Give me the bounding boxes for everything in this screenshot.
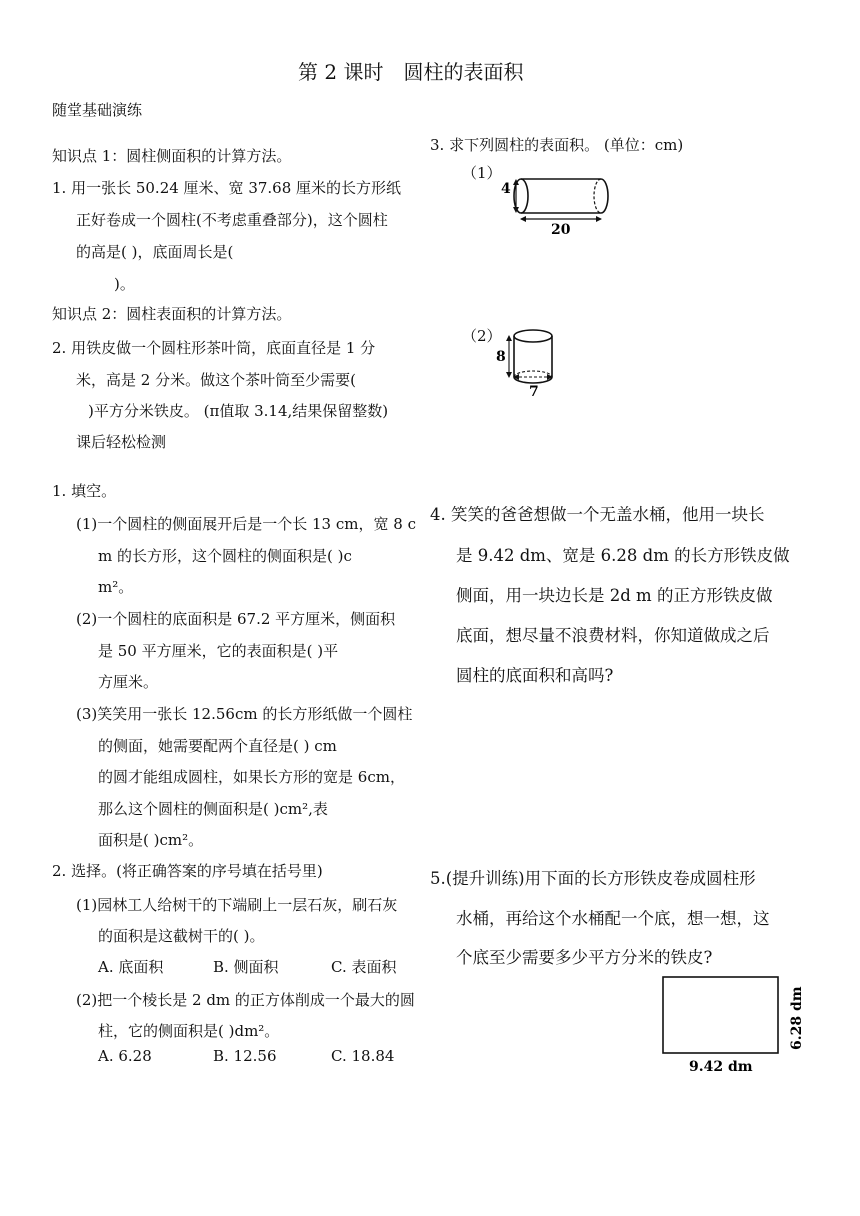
section-basic-heading: 随堂基础演练 bbox=[52, 101, 143, 119]
fill-p1-line-3: m²。 bbox=[98, 578, 134, 596]
fig2-height-label: 8 bbox=[496, 349, 506, 365]
fig2-diameter-label: 7 bbox=[529, 384, 539, 400]
choice-p1-line-1: (1)园林工人给树干的下端刷上一层石灰，刷石灰 bbox=[76, 896, 398, 914]
choice-p1-line-2: 的面积是这截树干的( )。 bbox=[98, 927, 265, 945]
arrowhead-down bbox=[506, 372, 512, 378]
q3-heading: 3. 求下列圆柱的表面积。 (单位：cm) bbox=[430, 136, 684, 154]
arrowhead-left bbox=[520, 216, 526, 222]
q2-line-3: )平方分米铁皮。 (π值取 3.14,结果保留整数) bbox=[88, 402, 389, 420]
choice-p2-option-a: A. 6.28 bbox=[98, 1047, 152, 1065]
height-label: 6.28 dm bbox=[789, 986, 805, 1050]
fill-p2-line-2: 是 50 平方厘米，它的表面积是( )平 bbox=[98, 642, 339, 660]
q4-line-3: 侧面，用一块边长是 2d m 的正方形铁皮做 bbox=[456, 586, 773, 605]
fill-p1-line-2: m 的长方形，这个圆柱的侧面积是( )c bbox=[98, 547, 352, 565]
rectangle-sheet-figure bbox=[655, 970, 815, 1080]
choice-p1-option-b: B. 侧面积 bbox=[213, 958, 279, 976]
cylinder-right-end-front bbox=[601, 179, 608, 213]
cylinder-bottom-back bbox=[514, 371, 552, 377]
choice-p2-line-1: (2)把一个棱长是 2 dm 的正方体削成一个最大的圆 bbox=[76, 991, 415, 1009]
section-after-heading: 课后轻松检测 bbox=[76, 433, 167, 451]
q5-line-3: 个底至少需要多少平方分米的铁皮? bbox=[456, 948, 713, 967]
vertical-cylinder-figure bbox=[496, 322, 566, 402]
page-title: 第 2 课时 圆柱的表面积 bbox=[298, 60, 524, 84]
arrowhead-right bbox=[596, 216, 602, 222]
fill-heading: 1. 填空。 bbox=[52, 482, 117, 500]
fig1-diameter-label: 4 bbox=[501, 181, 511, 197]
q5-line-1: 5.(提升训练)用下面的长方形铁皮卷成圆柱形 bbox=[430, 869, 756, 888]
iron-sheet-rectangle bbox=[663, 977, 778, 1053]
choice-p2-option-c: C. 18.84 bbox=[331, 1047, 395, 1065]
choice-heading: 2. 选择。(将正确答案的序号填在括号里) bbox=[52, 862, 323, 880]
q1-line-3: 的高是( )，底面周长是( bbox=[76, 243, 234, 261]
fig1-length-label: 20 bbox=[551, 222, 571, 238]
fill-p1-line-1: (1)一个圆柱的侧面展开后是一个长 13 cm，宽 8 c bbox=[76, 515, 416, 533]
choice-p1-option-c: C. 表面积 bbox=[331, 958, 397, 976]
q3-fig2-label: （2） bbox=[462, 327, 502, 345]
q4-line-5: 圆柱的底面积和高吗? bbox=[456, 666, 614, 685]
choice-p2-option-b: B. 12.56 bbox=[213, 1047, 277, 1065]
q4-line-2: 是 9.42 dm、宽是 6.28 dm 的长方形铁皮做 bbox=[456, 546, 790, 565]
q3-fig1-label: （1） bbox=[462, 164, 502, 182]
choice-p2-line-2: 柱，它的侧面积是( )dm²。 bbox=[98, 1022, 280, 1040]
choice-p1-option-a: A. 底面积 bbox=[98, 958, 164, 976]
q2-line-1: 2. 用铁皮做一个圆柱形茶叶筒，底面直径是 1 分 bbox=[52, 339, 376, 357]
q4-line-1: 4. 笑笑的爸爸想做一个无盖水桶，他用一块长 bbox=[430, 505, 765, 524]
cylinder-bottom-front bbox=[514, 377, 552, 383]
fill-p3-line-4: 那么这个圆柱的侧面积是( )cm²,表 bbox=[98, 800, 328, 818]
q1-line-1: 1. 用一张长 50.24 厘米、宽 37.68 厘米的长方形纸 bbox=[52, 179, 402, 197]
fill-p2-line-1: (2)一个圆柱的底面积是 67.2 平方厘米，侧面积 bbox=[76, 610, 396, 628]
knowledge-point-1: 知识点 1：圆柱侧面积的计算方法。 bbox=[52, 147, 292, 165]
q2-line-2: 米，高是 2 分米。做这个茶叶筒至少需要( bbox=[76, 371, 356, 389]
width-label: 9.42 dm bbox=[689, 1059, 753, 1075]
fill-p3-line-2: 的侧面，她需要配两个直径是( ) cm bbox=[98, 737, 337, 755]
q5-line-2: 水桶，再给这个水桶配一个底，想一想，这 bbox=[456, 909, 770, 928]
knowledge-point-2: 知识点 2：圆柱表面积的计算方法。 bbox=[52, 305, 292, 323]
arrowhead-up bbox=[506, 335, 512, 341]
q1-line-4: )。 bbox=[114, 275, 135, 293]
q1-line-2: 正好卷成一个圆柱(不考虑重叠部分)，这个圆柱 bbox=[76, 211, 388, 229]
fill-p3-line-1: (3)笑笑用一张长 12.56cm 的长方形纸做一个圆柱 bbox=[76, 705, 413, 723]
horizontal-cylinder-figure bbox=[488, 168, 618, 238]
fill-p2-line-3: 方厘米。 bbox=[98, 673, 159, 691]
fill-p3-line-5: 面积是( )cm²。 bbox=[98, 831, 204, 849]
q4-line-4: 底面，想尽量不浪费材料，你知道做成之后 bbox=[456, 626, 770, 645]
cylinder-right-end-back bbox=[594, 179, 601, 213]
cylinder-top-face bbox=[514, 330, 552, 342]
fill-p3-line-3: 的圆才能组成圆柱，如果长方形的宽是 6cm， bbox=[98, 768, 405, 786]
